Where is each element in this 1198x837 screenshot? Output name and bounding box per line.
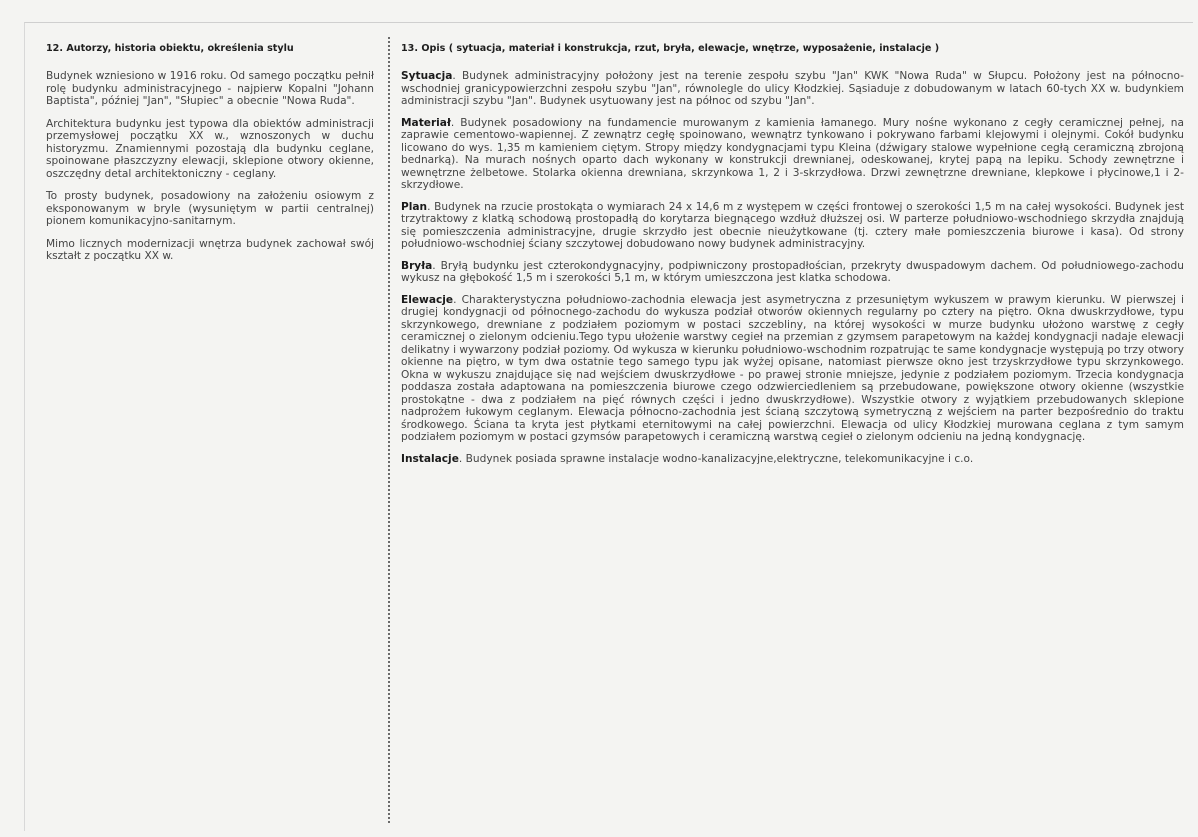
situation-heading: Sytuacja bbox=[401, 70, 453, 82]
plan-heading: Plan bbox=[401, 200, 428, 213]
elevations-paragraph bbox=[401, 294, 1184, 444]
form-text: . Bryłą budynku jest czterokondygnacyjny, podpiwniczony prostopadłościan, przekryty dwuspadowym dachem. Od południowego-zachodu wykusz na głębokość 1,5 m i szerokości 5,1 m, w którym umieszczona jest klatka schodowa. bbox=[401, 259, 1184, 284]
architecture-paragraph: Architektura budynku jest typowa dla obiektów administracji przemysłowej początku XX w., wznoszonych w duchu historyzmu. Znamiennymi pozostają dla budynku ceglane, spoinowane płaszczyzny elewacji, sklepione otwory okienne, oszczędny detal architektoniczny - ceglany. bbox=[46, 117, 374, 180]
material-heading: Materiał bbox=[401, 116, 451, 129]
situation-text: . Budynek administracyjny położony jest na terenie zespołu szybu "Jan" KWK "Nowa Ruda" w Słupcu. Położony jest na północno-wschodniej granicypowierzchni zespołu szybu "Jan", równolegle do ulicy Kłodzkiej. Sąsiaduje z dobudowanym w latach 60-tych XX w. budynkiem administracji szybu "Jan". Budynek usytuowany jest na północ od szybu "Jan". bbox=[401, 70, 1184, 107]
installations-paragraph bbox=[401, 453, 1184, 466]
form-heading: Bryła bbox=[401, 259, 433, 272]
situation-paragraph bbox=[401, 70, 1184, 108]
elevations-heading: Elewacje bbox=[401, 293, 454, 306]
column-divider bbox=[388, 37, 390, 823]
elevations-text: . Charakterystyczna południowo-zachodnia elewacja jest asymetryczna z przesuniętym wykuszem w prawym kierunku. W pierwszej i drugiej kondygnacji od północnego-zachodu do wykusza podział otworów okiennych regularny po cztery na piętro. Okna dwuskrzydłowe, typu skrzynkowego, drewniane z podziałem poziomym w postaci szczebliny, na której wysokości w murze budynku ułożono warstwę z cegły ceramicznej o zielonym odcieniu.Tego typu ułożenie warstwy cegieł na przemian z gzymsem parapetowym na każdej kondygnacji nadaje elewacji delikatny i wywarzony podział poziomy. Od wykusza w kierunku południowo-wschodnim rozpatrując te same kondygnacje występują po trzy otwory okienne na piętro, w tym dwa ostatnie tego samego typu jak wyżej opisane, natomiast pierwsze okno jest trzyskrzydłowe typu skrzynkowego. Okna w wykuszu znajdujące się nad wejściem dwuskrzydłowe - po prawej stronie mniejsze, jedynie z podziałem poziomym. Trzecia kondygnacja poddasza została adaptowana na pomieszczenia biurowe czego odzwierciedleniem są przebudowane, powiększone otwory okienne (wszystkie prostokątne - dwa z podziałem na pięć równych części i jedno dwuskrzydłowe). Wszystkie otwory z wyjątkiem przebudowanych sklepione nadprożem łukowym ceglanym. Elewacja północno-zachodnia jest ścianą szczytową symetryczną z wejściem na parter bezpośrednio do traktu środkowego. Ściana ta kryta jest płytkami eternitowymi na całej powierzchni. Elewacja od ulicy Kłodzkiej murowana ceglana z tym samym podziałem poziomym w postaci gzymsów parapetowych i ceramiczną warstwą cegieł o zielonym odcieniu na jedną kondygnację. bbox=[401, 293, 1184, 443]
installations-heading: Instalacje bbox=[401, 452, 459, 465]
form-paragraph bbox=[401, 260, 1184, 285]
section-12 bbox=[46, 43, 374, 273]
layout-paragraph: To prosty budynek, posadowiony na założeniu osiowym z eksponowanym w bryle (wysuniętym w partii centralnej) pionem komunikacyjno-sanitarnym. bbox=[46, 190, 374, 227]
section-13 bbox=[401, 43, 1184, 474]
material-paragraph bbox=[401, 117, 1184, 192]
document-form bbox=[24, 22, 1193, 831]
modernization-paragraph: Mimo licznych modernizacji wnętrza budynek zachował swój kształt z początku XX w. bbox=[46, 237, 374, 262]
history-paragraph: Budynek wzniesiono w 1916 roku. Od samego początku pełnił rolę budynku administracyjnego - najpierw Kopalni "Johann Baptista", później "Jan", "Słupiec" a obecnie "Nowa Ruda". bbox=[46, 70, 374, 107]
section-12-title: 12. Autorzy, historia obiektu, określenia stylu bbox=[46, 43, 294, 54]
material-text: . Budynek posadowiony na fundamencie murowanym z kamienia łamanego. Mury nośne wykonano z cegły ceramicznej pełnej, na zaprawie cementowo-wapiennej. Z zewnątrz cegłę spoinowano, wewnątrz tynkowano i pokrywano farbami klejowymi i olejnymi. Cokół budynku licowano do wys. 1,35 m kamieniem ciętym. Stropy między kondygnacjami typu Kleina (dźwigary stalowe wypełnione cegłą ceramiczną zbrojoną bednarką). Na murach nośnych oparto dach wykonany w konstrukcji drewnianej, odeskowanej, krytej papą na lepiku. Schody zewnętrzne i wewnętrzne żelbetowe. Stolarka okienna drewniana, skrzynkowa 1, 2 i 3-skrzydłowa. Drzwi zewnętrzne drewniane, klepkowe i płycinowe,1 i 2-skrzydłowe. bbox=[401, 116, 1184, 191]
section-13-title: 13. Opis ( sytuacja, materiał i konstrukcja, rzut, bryła, elewacje, wnętrze, wyposażenie, instalacje ) bbox=[401, 43, 940, 54]
plan-paragraph bbox=[401, 201, 1184, 251]
plan-text: . Budynek na rzucie prostokąta o wymiarach 24 x 14,6 m z występem w części frontowej o szerokości 1,5 m na całej wysokości. Budynek jest trzytraktowy z klatką schodową prostopadłą do korytarza biegnącego wzdłuż dłuższej osi. W parterze południowo-wschodniego skrzydła znajdują się pomieszczenia administracyjne, drugie skrzydło jest obecnie nieużytkowane (tj. cztery małe pomieszczenia biurowe i kasa). Od strony południowo-wschodniej ściany szczytowej dobudowano nowy budynek administracyjny. bbox=[401, 200, 1184, 250]
installations-text: . Budynek posiada sprawne instalacje wodno-kanalizacyjne,elektryczne, telekomunikacyjne i c.o. bbox=[458, 452, 974, 465]
